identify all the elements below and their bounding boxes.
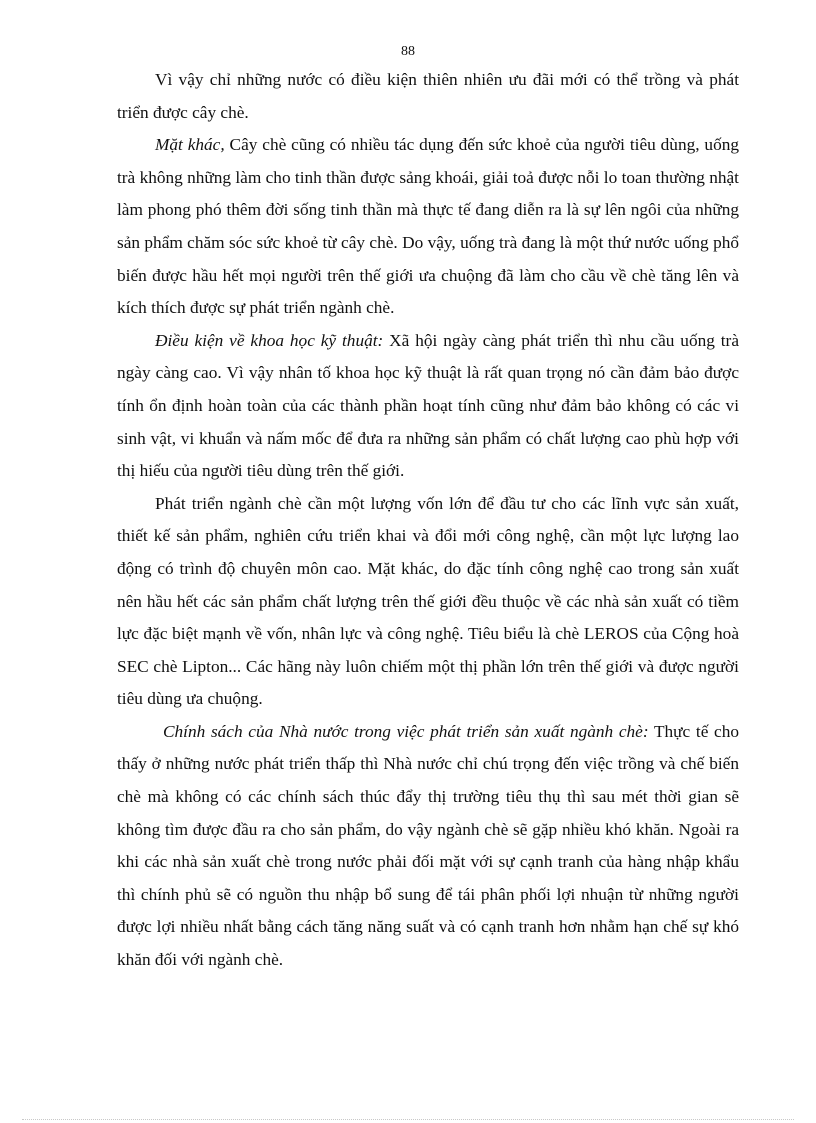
paragraph [117,325,739,488]
page-bottom-divider [22,1119,794,1120]
paragraph-text: Thực tế cho thấy ở những nước phát triển thấp thì Nhà nước chỉ chú trọng đến việc trồng và chế biến chè mà không có các chính sách thúc đẩy thị trường tiêu thụ thì sau mét thời gian sẽ không tìm được đầu ra cho sản phẩm, do vậy ngành chè sẽ gặp nhiều khó khăn. Ngoài ra khi các nhà sản xuất chè trong nước phải đối mặt với sự cạnh tranh của hàng nhập khẩu thì chính phủ sẽ có nguồn thu nhập bổ sung để tái phân phối lợi nhuận từ những người được lợi nhiều nhất bằng cách tăng năng suất và có cạnh tranh hơn nhằm hạn chế sự khó khăn đối với ngành chè. [117,721,740,970]
paragraph-lead: Mặt khác, [155,135,225,155]
paragraph-text: Xã hội ngày càng phát triển thì nhu cầu uống trà ngày càng cao. Vì vậy nhân tố khoa học kỹ thuật là rất quan trọng nó cần đảm bảo được tính ổn định hoàn toàn của các thành phần hoạt tính cũng như đảm bảo không có các vi sinh vật, vi khuẩn và nấm mốc để đưa ra những sản phẩm có chất lượng cao phù hợp với thị hiếu của người tiêu dùng trên thế giới. [117,330,739,481]
paragraph-text: Cây chè cũng có nhiều tác dụng đến sức khoẻ của người tiêu dùng, uống trà không những làm cho tinh thần được sảng khoái, giải toả được nỗi lo toan thường nhật làm phong phó thêm đời sống tinh thần mà thực tế đang diễn ra là sự lên ngôi của những sản phẩm chăm sóc sức khoẻ từ cây chè. Do vậy, uống trà đang là một thứ nước uống phổ biến được hầu hết mọi người trên thế giới ưa chuộng đã làm cho cầu về chè tăng lên và kích thích được sự phát triển ngành chè. [117,135,739,318]
paragraph [117,488,739,716]
paragraph-lead: Chính sách của Nhà nước trong việc phát triển sản xuất ngành chè: [163,721,649,741]
paragraph [117,716,739,977]
paragraph-lead: Điều kiện về khoa học kỹ thuật: [155,330,384,350]
body-text [117,64,739,977]
paragraph [117,64,739,129]
paragraph [117,129,739,325]
paragraph-text: Phát triển ngành chè cần một lượng vốn lớn để đầu tư cho các lĩnh vực sản xuất, thiết kế sản phẩm, nghiên cứu triển khai và đổi mới công nghệ, cần một lực lượng lao động có trình độ chuyên môn cao. Mặt khác, do đặc tính công nghệ cao trong sản xuất nên hầu hết các sản phẩm chất lượng trên thế giới đều thuộc về các nhà sản xuất có tiềm lực đặc biệt mạnh về vốn, nhân lực và công nghệ. Tiêu biểu là chè LEROS của Cộng hoà SEC chè Lipton... Các hãng này luôn chiếm một thị phần lớn trên thế giới và được người tiêu dùng ưa chuộng. [117,493,739,709]
page-number: 88 [401,44,415,59]
paragraph-text: Vì vậy chỉ những nước có điều kiện thiên nhiên ưu đãi mới có thể trồng và phát triển được cây chè. [117,70,739,122]
